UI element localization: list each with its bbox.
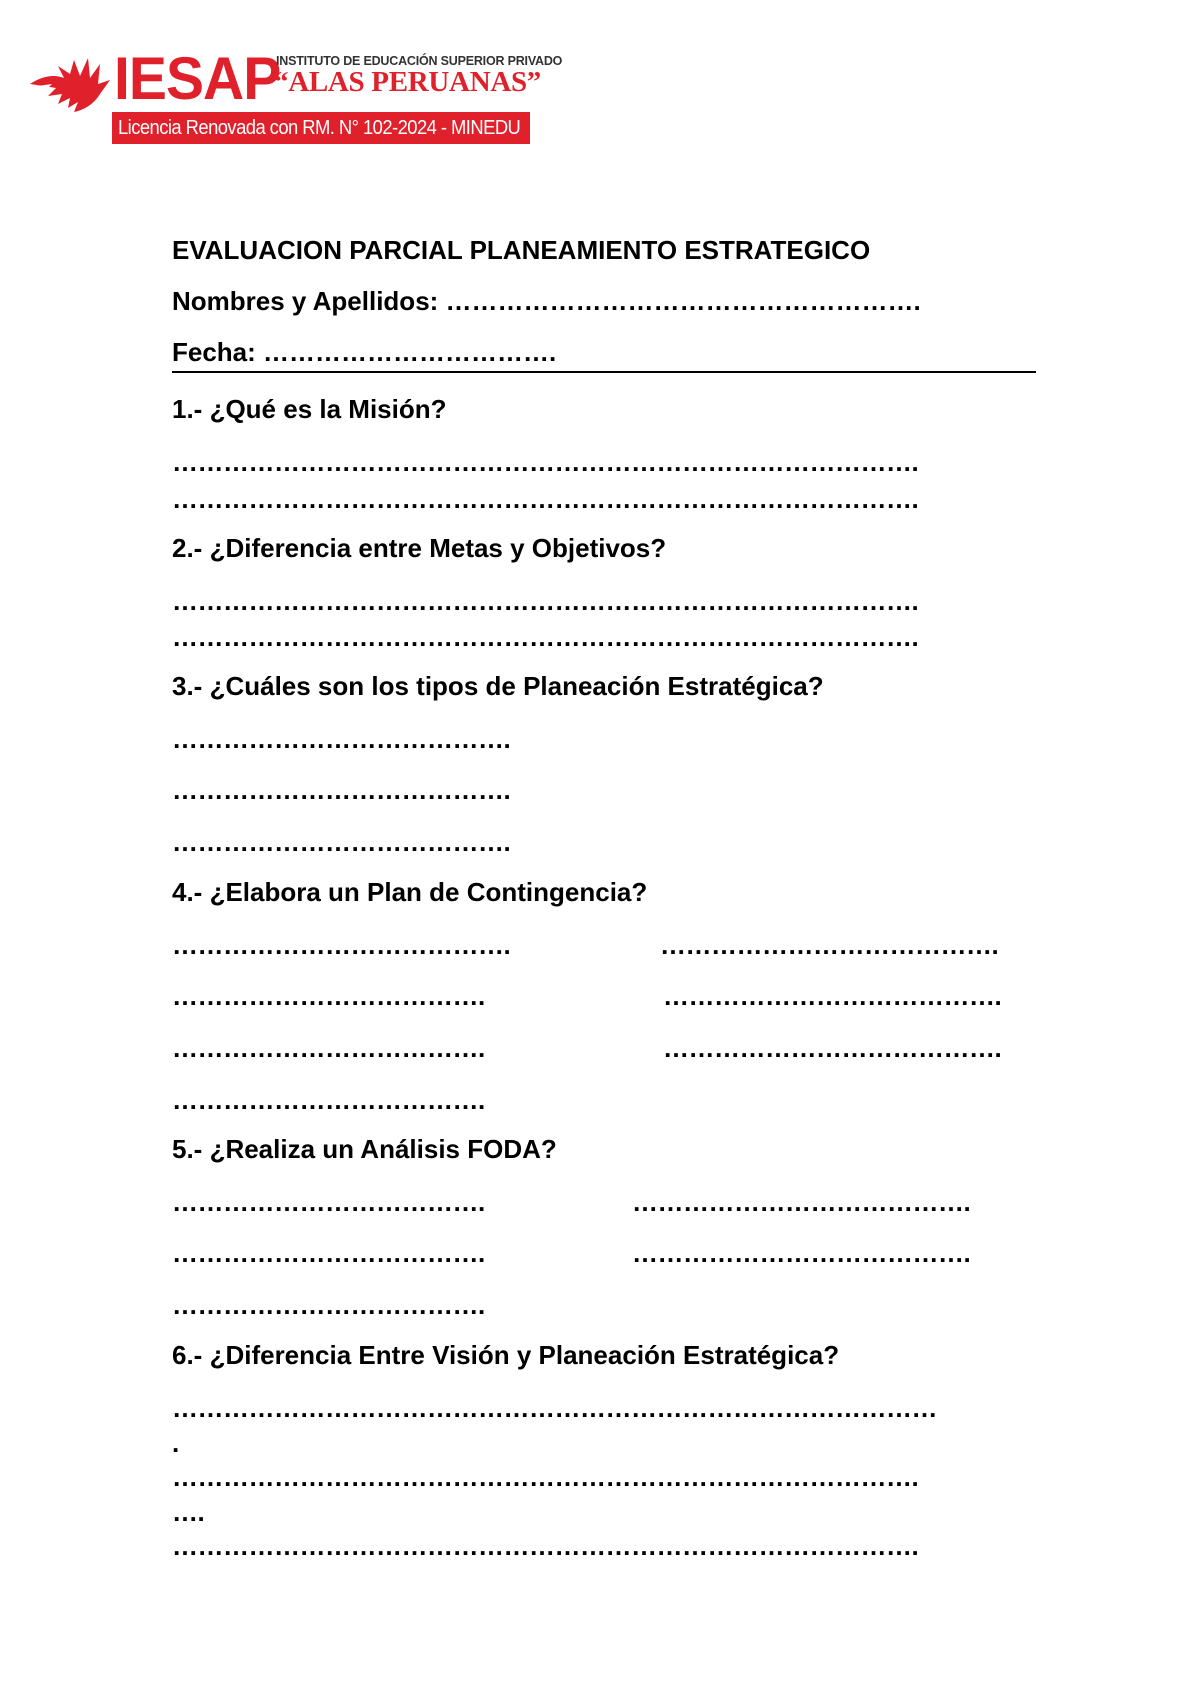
answer-line-left[interactable]: ………………………………. <box>172 1238 485 1268</box>
logo-institute-name: “ALAS PERUANAS” <box>274 66 542 98</box>
answer-line-left[interactable]: ………………………………. <box>172 1033 485 1063</box>
answer-line-left[interactable]: ………………………………. <box>172 1290 485 1320</box>
header-divider <box>172 371 1036 373</box>
answer-line[interactable]: ……………………………………………………………………………. <box>172 1531 919 1561</box>
answer-line[interactable]: …………………………………. <box>172 775 511 805</box>
answer-line-right[interactable]: …………………………………. <box>663 981 1002 1011</box>
answer-line[interactable]: ……………………………………………………………………………. <box>172 1462 919 1492</box>
answer-line-right[interactable]: …………………………………. <box>663 1033 1002 1063</box>
answer-line-left[interactable]: ………………………………. <box>172 981 485 1011</box>
question-6: 6.- ¿Diferencia Entre Visión y Planeación Estratégica? <box>172 1340 840 1370</box>
answer-line-continuation[interactable]: . <box>172 1428 179 1458</box>
condor-icon <box>28 54 112 116</box>
name-field[interactable]: Nombres y Apellidos: ………………………………………………. <box>172 286 921 316</box>
question-5: 5.- ¿Realiza un Análisis FODA? <box>172 1134 557 1164</box>
answer-line-right[interactable]: …………………………………. <box>660 930 999 960</box>
answer-line-left[interactable]: ………………………………. <box>172 1085 485 1115</box>
license-text: Licencia Renovada con RM. N° 102-2024 - MINEDU <box>118 117 521 139</box>
answer-line[interactable]: ……………………………………………………………………………. <box>172 484 919 514</box>
answer-line-right[interactable]: …………………………………. <box>632 1187 971 1217</box>
question-1: 1.- ¿Qué es la Misión? <box>172 394 447 424</box>
answer-line-left[interactable]: …………………………………. <box>172 930 511 960</box>
answer-line-continuation[interactable]: …. <box>172 1497 205 1527</box>
answer-line[interactable]: ……………………………………………………………………………. <box>172 447 919 477</box>
answer-line[interactable]: ……………………………………………………………………………… <box>172 1393 937 1423</box>
answer-line[interactable]: ……………………………………………………………………………. <box>172 586 919 616</box>
question-2: 2.- ¿Diferencia entre Metas y Objetivos? <box>172 533 667 563</box>
license-banner <box>112 112 530 144</box>
answer-line[interactable]: …………………………………. <box>172 724 511 754</box>
answer-line-right[interactable]: …………………………………. <box>632 1238 971 1268</box>
exam-title: EVALUACION PARCIAL PLANEAMIENTO ESTRATEGICO <box>172 235 871 265</box>
answer-line[interactable]: ……………………………………………………………………………. <box>172 622 919 652</box>
question-4: 4.- ¿Elabora un Plan de Contingencia? <box>172 877 648 907</box>
logo-acronym: IESAP <box>114 45 281 112</box>
date-field[interactable]: Fecha: ……………………………. <box>172 337 557 367</box>
question-3: 3.- ¿Cuáles son los tipos de Planeación Estratégica? <box>172 671 824 701</box>
answer-line-left[interactable]: ………………………………. <box>172 1187 485 1217</box>
institute-logo <box>28 45 563 146</box>
logo-institute-type: INSTITUTO DE EDUCACIÓN SUPERIOR PRIVADO <box>276 54 563 68</box>
answer-line[interactable]: …………………………………. <box>172 827 511 857</box>
